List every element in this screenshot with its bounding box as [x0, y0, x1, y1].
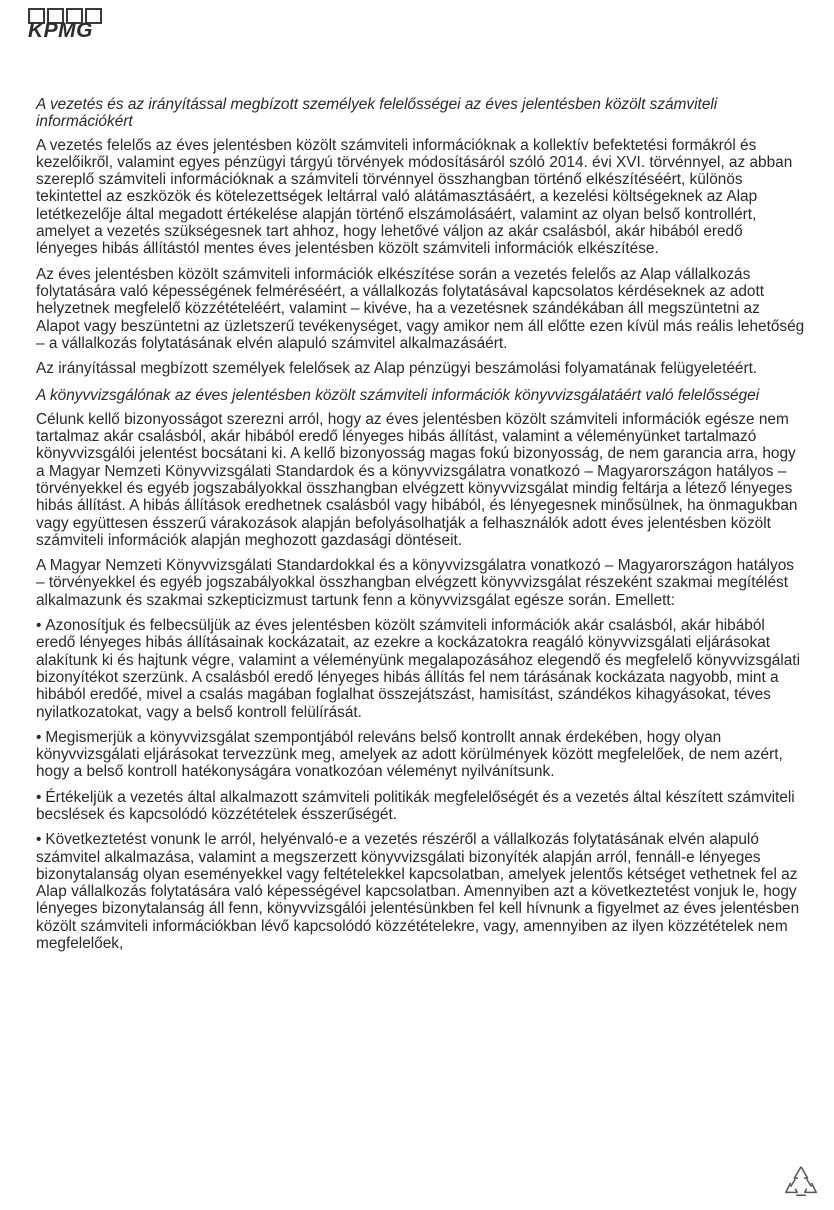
report-body: [36, 96, 806, 960]
bullet-item: [36, 729, 806, 781]
bullet-text: Megismerjük a könyvvizsgálat szempontjából releváns belső kontrollt annak érdekében, hogy olyan könyvvizsgálati eljárásokat tervezzünk meg, amelyek az adott körülmények között megfelelőek, de nem azért, hogy a belső kontroll hatékonyságára vonatkozóan véleményt nyilvánítsunk.: [36, 728, 783, 781]
section-heading-management: A vezetés és az irányítással megbízott személyek felelősségei az éves jelentésben közölt számviteli információkért: [36, 96, 718, 131]
bullet-marker: [36, 789, 45, 806]
section-heading-auditor: A könyvvizsgálónak az éves jelentésben közölt számviteli információk könyvvizsgálatáért való felelősségei: [36, 387, 760, 405]
bullet-marker: [36, 617, 45, 634]
bullet-marker: [36, 729, 45, 746]
paragraph: Célunk kellő bizonyosságot szerezni arról, hogy az éves jelentésben közölt számviteli információk egésze nem tartalmaz akár csalásból, akár hibából eredő lényeges hibás állítást, valamint a véleményünket tartalmazó könyvvizsgálói jelentést bocsátani ki. A kellő bizonyosság magas fokú bizonyosság, de nem garancia arra, hogy a Magyar Nemzeti Könyvvizsgálati Standardok és a könyvvizsgálatra vonatkozó – Magyarországon hatályos – törvényekkel és egyéb jogszabályokkal összhangban elvégzett könyvvizsgálat mindig feltárja a létező lényeges hibás állítást. A hibás állítások eredhetnek csalásból vagy hibából, és lényegesnek minősülnek, ha önmagukban vagy együttesen ésszerű várakozások alapján befolyásolhatják a felhasználók adott éves jelentésben közölt számviteli információk alapján meghozott gazdasági döntéseit.: [36, 410, 798, 549]
paragraph: A Magyar Nemzeti Könyvvizsgálati Standardokkal és a könyvvizsgálatra vonatkozó – Magyarországon hatályos – törvényekkel és egyéb jogszabályokkal összhangban elvégzett könyvvizsgálat részeként szakmai megítélést alkalmazunk és szakmai szkepticizmust tartunk fenn a könyvvizsgálat egésze során. Emellett:: [36, 557, 794, 609]
bullet-item: [36, 831, 806, 952]
paragraph: Az éves jelentésben közölt számviteli információk elkészítése során a vezetés felelős az Alap vállalkozás folytatására való képességének felméréséért, a vállalkozás folytatásával kapcsolatos kérdéseknek az adott helyzetnek megfelelő közzétételéért, valamint – kivéve, ha a vezetésnek szándékában áll megszüntetni az Alapot vagy beszüntetni az üzletszerű tevékenységet, vagy amikor nem áll előtte ezen kívül más reális lehetőség – a vállalkozás folytatásának elvén alapuló számvitel alkalmazásáért.: [36, 265, 805, 352]
bullet-marker: [36, 831, 45, 848]
recycle-icon: [782, 1162, 820, 1200]
bullet-text: Következtetést vonunk le arról, helyénvaló-e a vezetés részéről a vállalkozás folytatásának elvén alapuló számvitel alkalmazása, valamint a megszerzett könyvvizsgálati bizonyíték alapján arról, fennáll-e lényeges bizonytalanság olyan eseményekkel vagy feltételekkel kapcsolatban, amelyek jelentős kétséget vethetnek fel az Alap vállalkozás folytatására való képességével kapcsolatban. Amennyiben azt a következtetést vonjuk le, hogy lényeges bizonytalanság áll fenn, könyvvizsgálói jelentésünkben fel kell hívnunk a figyelmet az éves jelentésben közölt számviteli információkban lévő kapcsolódó közzétételekre, vagy, amennyiben az ilyen közzétételek nem megfelelőek,: [36, 831, 800, 953]
kpmg-logo: [28, 8, 112, 52]
bullet-text: Értékeljük a vezetés által alkalmazott számviteli politikák megfelelőségét és a vezetés által készített számviteli becslések és kapcsolódó közzétételek ésszerűségét.: [36, 788, 795, 823]
logo-text: KPMG: [28, 19, 93, 42]
bullet-item: [36, 789, 806, 824]
bullet-item: [36, 617, 806, 721]
paragraph: Az irányítással megbízott személyek felelősek az Alap pénzügyi beszámolási folyamatának felügyeletéért.: [36, 360, 758, 378]
bullet-text: Azonosítjuk és felbecsüljük az éves jelentésben közölt számviteli információk akár csalásból, akár hibából eredő lényeges hibás állításainak kockázatait, az ezekre a kockázatokra reagáló könyvvizsgálati eljárásokat alakítunk ki és hajtunk végre, valamint a véleményünk megalapozásához elegendő és megfelelő könyvvizsgálati bizonyítékot szerzünk. A csalásból eredő lényeges hibás állítás fel nem tárásának kockázata nagyobb, mint a hibából eredőé, mivel a csalás magában foglalhat összejátszást, hamisítást, szándékos kihagyásokat, téves nyilatkozatokat, vagy a belső kontroll felülírását.: [36, 617, 800, 721]
paragraph: A vezetés felelős az éves jelentésben közölt számviteli információknak a kollektív befektetési formákról és kezelőikről, valamint egyes pénzügyi tárgyú törvények módosításáról szóló 2014. évi XVI. törvénnyel, az abban szereplő számviteli információknak a számviteli törvénnyel összhangban történő elkészítéséért, különös tekintettel az eszközök és kötelezettségek leltárral való alátámasztásáért, a kezelési költségeknek az Alap letétkezelője által megadott értékelése alapján történő elszámolásáért, valamint az olyan belső kontrollért, amelyet a vezetés szükségesnek tart ahhoz, hogy lehetővé váljon az akár csalásból, akár hibából eredő lényeges hibás állítástól mentes éves jelentésben közölt számviteli információk elkészítése.: [36, 136, 793, 258]
